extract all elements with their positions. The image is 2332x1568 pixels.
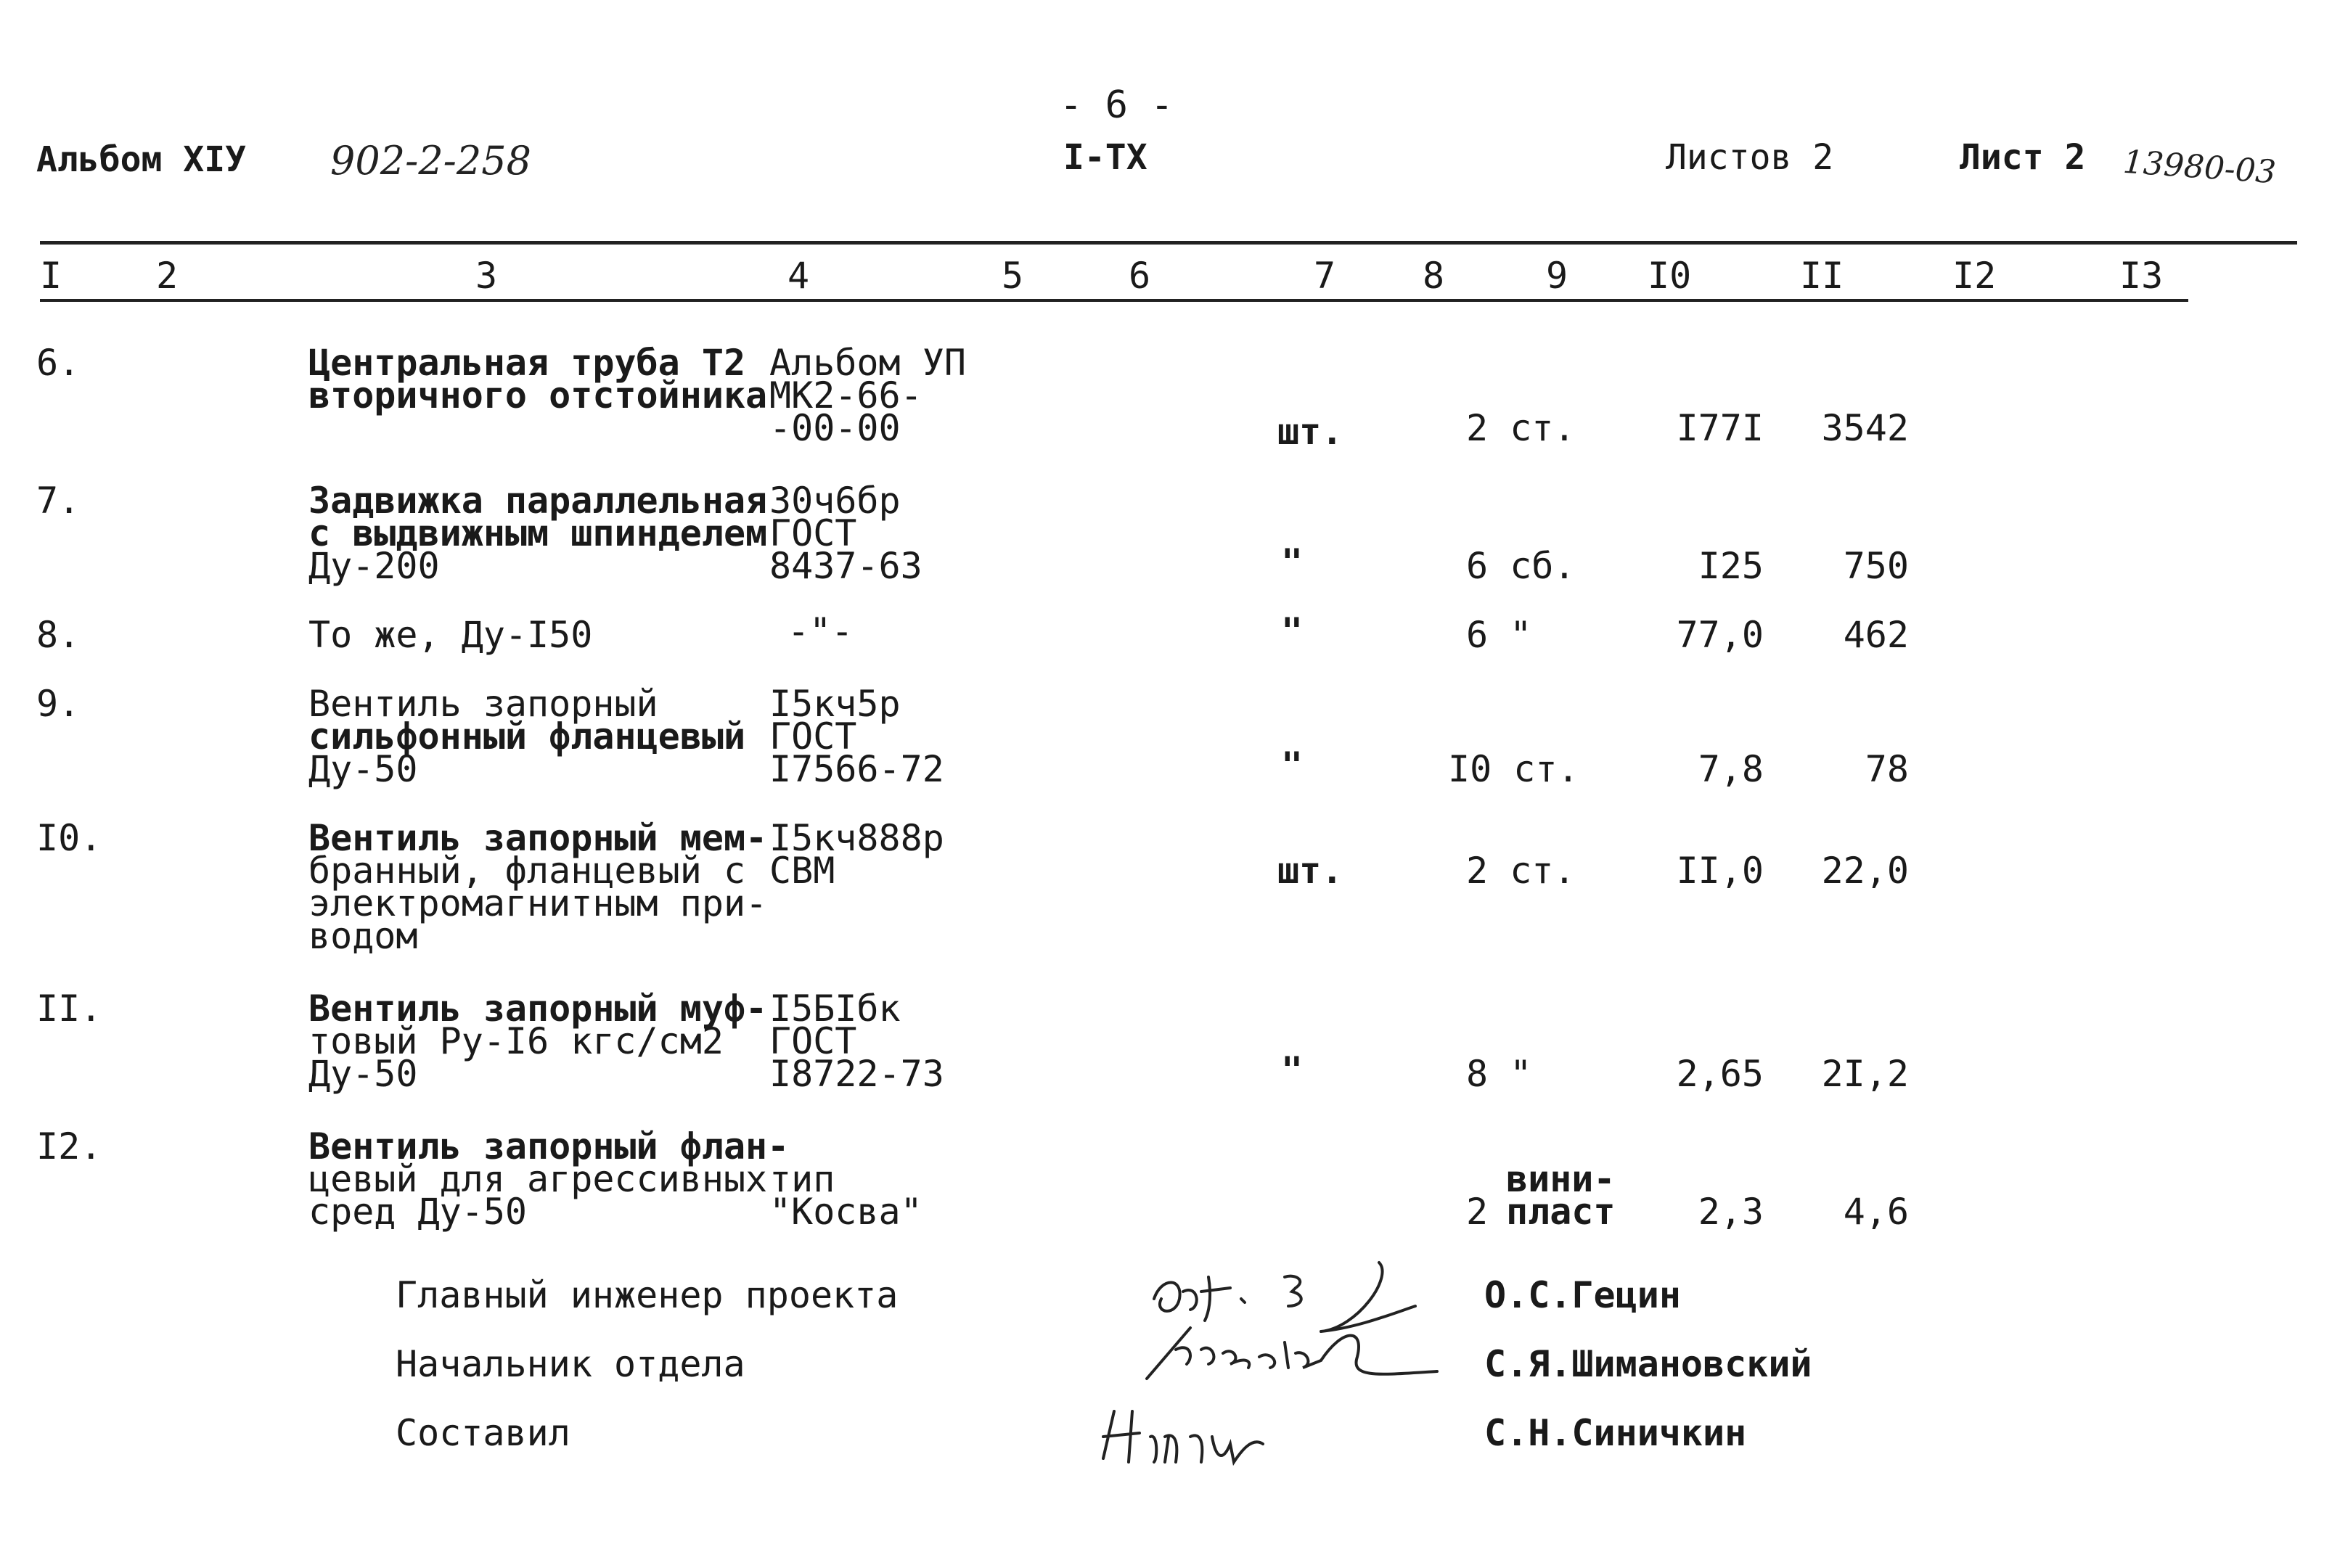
signature-role: Начальник отдела (396, 1343, 745, 1385)
item-reference-line: I5кч5р (769, 683, 901, 725)
item-name-line: Вентиль запорный мем- (308, 817, 768, 859)
item-quantity: 6 сб. (1466, 545, 1576, 587)
item-reference-line: 8437-63 (769, 545, 922, 587)
item-name-line: Ду-50 (308, 1053, 418, 1095)
item-quantity: 2 (1466, 1191, 1489, 1233)
item-total: 2I,2 (1821, 1053, 1909, 1095)
item-reference-line: Альбом УП (769, 342, 966, 384)
item-price: 77,0 (1676, 614, 1764, 656)
item-name-line: бранный, фланцевый с (308, 850, 746, 892)
item-name-line: Ду-50 (308, 748, 418, 790)
column-number: 5 (1002, 255, 1024, 297)
item-price: I25 (1698, 545, 1764, 587)
item-reference-line: ГОСТ (769, 1020, 857, 1062)
item-reference-line: I8722-73 (769, 1053, 944, 1095)
item-price: 7,8 (1698, 748, 1764, 790)
column-number: 7 (1314, 255, 1336, 297)
header-rule-bottom (40, 299, 2188, 302)
item-quantity: 6 " (1466, 614, 1532, 656)
row-number: I0. (36, 817, 102, 859)
item-price: I77I (1676, 407, 1764, 449)
item-unit: " (1281, 610, 1304, 652)
item-name-line: сильфонный фланцевый (308, 715, 746, 758)
signature-role: Составил (396, 1412, 570, 1454)
item-name-line: электромагнитным при- (308, 882, 768, 924)
item-total: 462 (1843, 614, 1909, 656)
item-name-line: Задвижка параллельная (308, 480, 768, 522)
item-unit: шт. (1277, 850, 1343, 892)
item-reference-line: ГОСТ (769, 715, 857, 758)
item-name-line: Центральная труба Т2 (308, 342, 746, 384)
item-reference-line: I5кч888р (769, 817, 944, 859)
item-name-line: Ду-200 (308, 545, 440, 587)
item-total: 4,6 (1843, 1191, 1909, 1233)
item-material-line: вини- (1506, 1158, 1616, 1200)
sheet-number: Лист 2 (1960, 137, 2086, 178)
column-number: II (1800, 255, 1844, 297)
project-code: 902-2-258 (330, 138, 531, 184)
item-quantity: I0 ст. (1448, 748, 1579, 790)
item-name-line: водом (308, 915, 418, 957)
column-number: I (40, 255, 62, 297)
item-price: II,0 (1676, 850, 1764, 892)
item-reference-line: СВМ (769, 850, 835, 892)
item-total: 22,0 (1821, 850, 1909, 892)
signatory-name: С.Н.Синичкин (1484, 1412, 1747, 1454)
column-number: 9 (1546, 255, 1568, 297)
item-name-line: Вентиль запорный (308, 683, 658, 725)
item-unit: " (1281, 744, 1304, 787)
item-reference-line: ГОСТ (769, 512, 857, 554)
signatory-name: О.С.Гецин (1484, 1274, 1681, 1316)
item-name-line: Вентиль запорный флан- (308, 1125, 790, 1167)
signature-role: Главный инженер проекта (396, 1274, 899, 1316)
item-quantity: 2 ст. (1466, 407, 1576, 449)
column-number: 6 (1129, 255, 1151, 297)
column-number: I2 (1952, 255, 1997, 297)
item-name-line: сред Ду-50 (308, 1191, 528, 1233)
item-total: 3542 (1821, 407, 1909, 449)
item-reference-line: "Косва" (769, 1191, 922, 1233)
item-total: 750 (1843, 545, 1909, 587)
section-code: I-TX (1063, 137, 1147, 178)
item-name-line: Вентиль запорный муф- (308, 988, 768, 1030)
item-reference-line: 30ч6бр (769, 480, 901, 522)
item-reference-line: тип (769, 1158, 835, 1200)
column-number: 4 (787, 255, 810, 297)
item-quantity: 8 " (1466, 1053, 1532, 1095)
item-reference-line: МК2-66- (769, 374, 922, 416)
item-reference-line: I7566-72 (769, 748, 944, 790)
signature-mark (1132, 1299, 1452, 1393)
item-name-line: вторичного отстойника (308, 374, 768, 416)
item-material-line: пласт (1506, 1191, 1616, 1233)
document-id: 13980-03 (2122, 143, 2278, 192)
item-quantity: 2 ст. (1466, 850, 1576, 892)
column-number: 8 (1423, 255, 1445, 297)
signatory-name: С.Я.Шимановский (1484, 1343, 1812, 1385)
item-total: 78 (1865, 748, 1909, 790)
item-price: 2,65 (1676, 1053, 1764, 1095)
item-name-line: с выдвижным шпинделем (308, 512, 768, 554)
column-number: I3 (2119, 255, 2164, 297)
item-price: 2,3 (1698, 1191, 1764, 1233)
page-number: - 6 - (1060, 83, 1174, 127)
row-number: 6. (36, 342, 81, 384)
sheets-total: Листов 2 (1666, 137, 1834, 178)
item-unit: " (1281, 541, 1304, 583)
row-number: 7. (36, 480, 81, 522)
column-number: 2 (156, 255, 179, 297)
row-number: I2. (36, 1125, 102, 1167)
column-number: I0 (1648, 255, 1692, 297)
item-reference-line: -00-00 (769, 407, 901, 449)
header-rule-top (40, 241, 2297, 245)
row-number: 8. (36, 614, 81, 656)
item-reference-line: I5БIбк (769, 988, 901, 1030)
item-name-line: товый Ру-I6 кгс/см2 (308, 1020, 724, 1062)
album-label: Альбом XIУ (36, 139, 246, 180)
item-name-line: То же, Ду-I50 (308, 614, 593, 656)
item-unit: шт. (1277, 411, 1343, 453)
signature-mark (1089, 1393, 1277, 1473)
item-reference-line: -"- (787, 610, 854, 652)
item-name-line: цевый для агрессивных (308, 1158, 768, 1200)
column-number: 3 (475, 255, 498, 297)
row-number: 9. (36, 683, 81, 725)
item-unit: " (1281, 1049, 1304, 1091)
row-number: II. (36, 988, 102, 1030)
